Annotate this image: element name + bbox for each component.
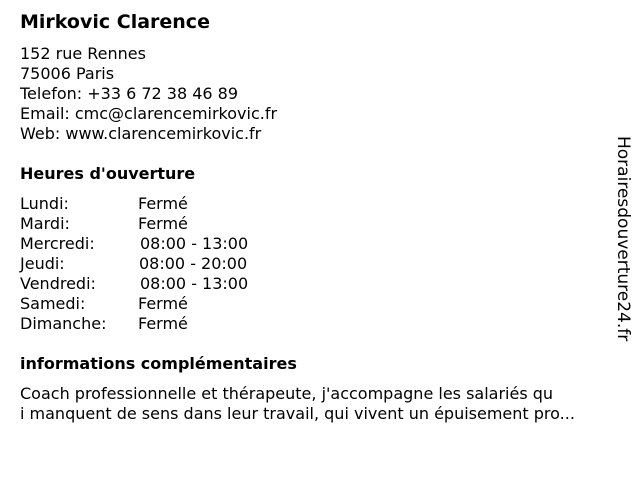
business-description xyxy=(20,384,630,424)
day-label: Jeudi: xyxy=(20,254,65,273)
hours-value: 08:00 - 13:00 xyxy=(140,234,249,253)
email-address: Email: cmc@clarencemirkovic.fr xyxy=(20,104,278,123)
hours-value: Fermé xyxy=(138,294,188,313)
hours-row-tuesday xyxy=(20,214,320,234)
opening-hours-table xyxy=(20,194,320,334)
phone-number: Telefon: +33 6 72 38 46 89 xyxy=(20,84,239,103)
day-label: Vendredi: xyxy=(20,274,96,293)
day-label: Lundi: xyxy=(20,194,69,213)
hours-value: 08:00 - 13:00 xyxy=(140,274,249,293)
hours-value: Fermé xyxy=(138,314,188,333)
hours-row-saturday xyxy=(20,294,320,314)
address-street: 152 rue Rennes xyxy=(20,44,146,63)
day-label: Mardi: xyxy=(20,214,70,233)
day-label: Dimanche: xyxy=(20,314,107,333)
hours-row-monday xyxy=(20,194,320,214)
hours-value: Fermé xyxy=(138,194,188,213)
business-name: Mirkovic Clarence xyxy=(20,11,210,33)
hours-value: 08:00 - 20:00 xyxy=(139,254,248,273)
opening-hours-heading: Heures d'ouverture xyxy=(20,164,196,183)
hours-row-thursday xyxy=(20,254,320,274)
hours-row-wednesday xyxy=(20,234,320,254)
contact-block xyxy=(20,44,277,144)
address-city: 75006 Paris xyxy=(20,64,115,83)
day-label: Samedi: xyxy=(20,294,86,313)
description-line: Coach professionnelle et thérapeute, j'accompagne les salariés qu xyxy=(20,384,554,403)
website-address: Web: www.clarencemirkovic.fr xyxy=(20,124,262,143)
additional-info-heading: informations complémentaires xyxy=(20,354,297,373)
site-watermark: Horairesdouverture24.fr xyxy=(613,136,633,342)
hours-value: Fermé xyxy=(138,214,188,233)
hours-row-friday xyxy=(20,274,320,294)
description-line: i manquent de sens dans leur travail, qui vivent un épuisement pro... xyxy=(20,404,575,423)
day-label: Mercredi: xyxy=(20,234,95,253)
hours-row-sunday xyxy=(20,314,320,334)
